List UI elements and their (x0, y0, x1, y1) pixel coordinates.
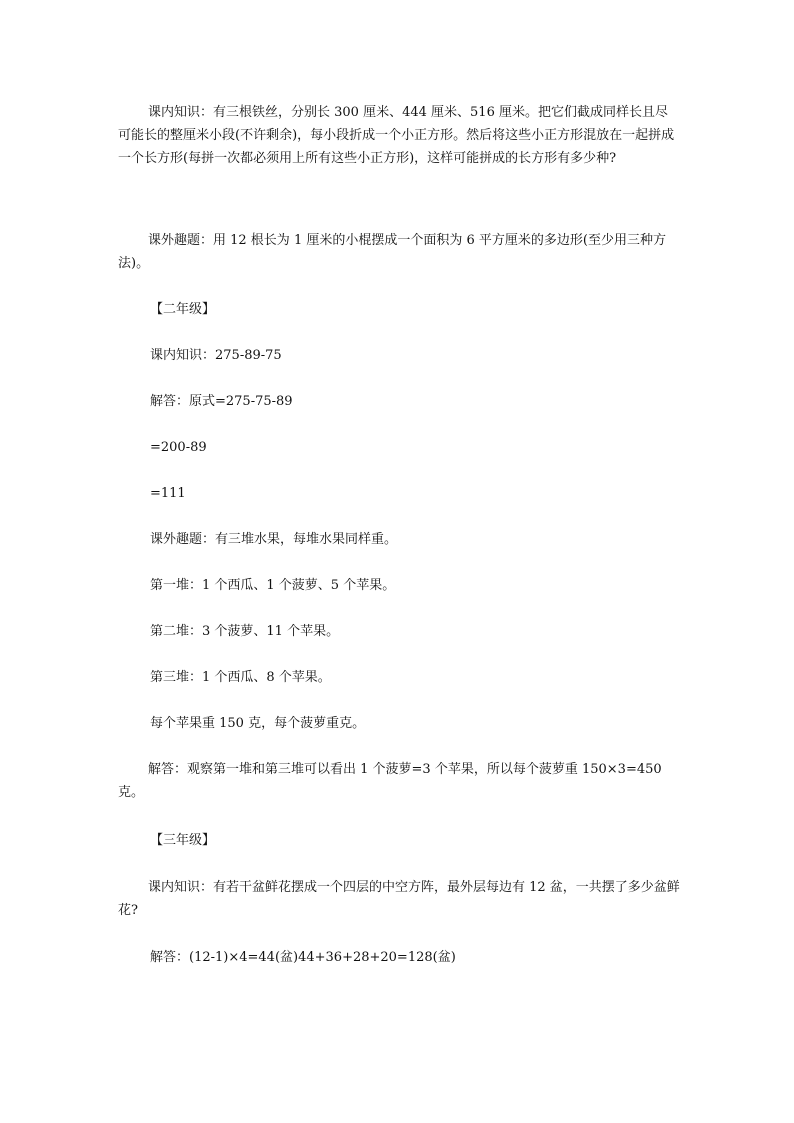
paragraph-pile-2: 第二堆：3 个菠萝、11 个苹果。 (150, 624, 340, 639)
paragraph-apple-weight: 每个苹果重 150 克，每个菠萝重克。 (150, 716, 366, 731)
paragraph-in-class-wire: 课内知识：有三根铁丝，分别长 300 厘米、444 厘米、516 厘米。把它们截成同样长且尽可能长的整厘米小段(不许剩余)，每小段折成一个小正方形。然后将这些小正方形混放在一起拼成一个长方形(每拼一次都必须用上所有这些小正方形)，这样可能拼成的长方形有多少种? (118, 105, 675, 166)
paragraph-answer-pineapple: 解答：观察第一堆和第三堆可以看出 1 个菠萝=3 个苹果，所以每个菠萝重 150×3=450 克。 (118, 762, 662, 800)
paragraph-in-class-flowers: 课内知识：有若干盆鲜花摆成一个四层的中空方阵，最外层每边有 12 盆，一共摆了多少盆鲜花? (118, 880, 680, 918)
section-heading-grade-3: 【三年级】 (150, 833, 216, 848)
paragraph-pile-1: 第一堆：1 个西瓜、1 个菠萝、5 个苹果。 (150, 578, 396, 593)
paragraph-answer-flowers: 解答：(12-1)×4=44(盆)44+36+28+20=128(盆) (150, 950, 456, 965)
paragraph-answer-line-1: 解答：原式=275-75-89 (150, 394, 293, 409)
paragraph-extra-fruit: 课外趣题：有三堆水果，每堆水果同样重。 (150, 532, 398, 547)
paragraph-extra-sticks: 课外趣题：用 12 根长为 1 厘米的小棍摆成一个面积为 6 平方厘米的多边形(至少用三种方法)。 (118, 233, 666, 271)
paragraph-in-class-subtraction: 课内知识：275-89-75 (150, 348, 282, 363)
section-heading-grade-2: 【二年级】 (150, 302, 216, 317)
paragraph-answer-line-3: =111 (150, 486, 186, 501)
paragraph-answer-line-2: =200-89 (150, 440, 207, 455)
paragraph-pile-3: 第三堆：1 个西瓜、8 个苹果。 (150, 670, 331, 685)
